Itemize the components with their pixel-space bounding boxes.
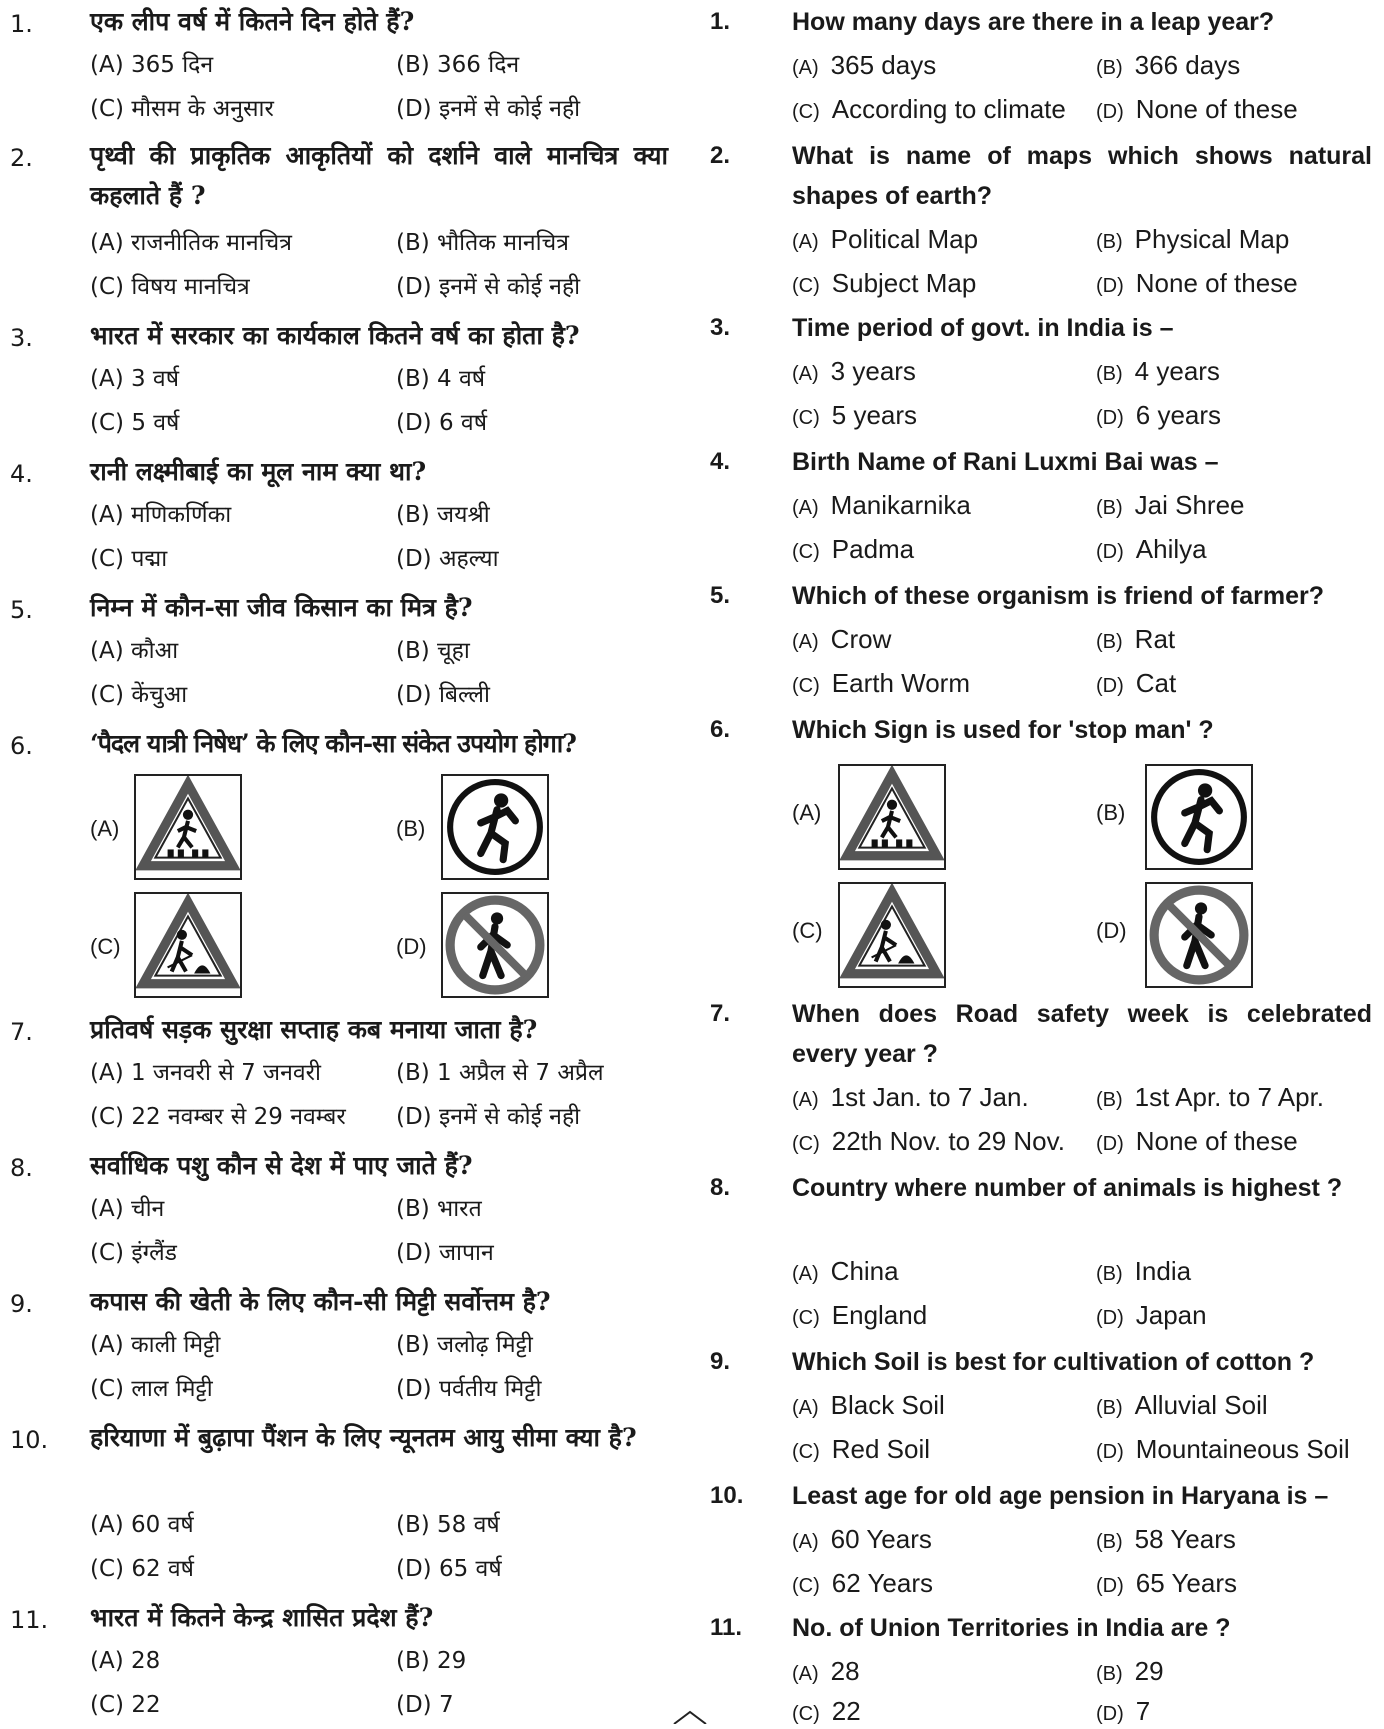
option-letter: (D) — [1096, 275, 1124, 297]
question-text: Which Sign is used for 'stop man' ? — [792, 716, 1214, 744]
option-letter: (D) — [1096, 675, 1124, 697]
pedestrian-crossing-icon — [134, 774, 242, 880]
question-text: Least age for old age pension in Haryana is – — [792, 1482, 1329, 1510]
option-letter: (A) — [792, 1263, 819, 1285]
option-a — [792, 1390, 945, 1423]
option-c: (C) लाल मिट्टी — [90, 1376, 213, 1402]
question-number: 2. — [710, 142, 731, 169]
option-letter: (C) — [792, 1703, 820, 1725]
option-c — [792, 1300, 927, 1333]
question-number: 10. — [10, 1426, 49, 1454]
option-b: (B) 4 वर्ष — [396, 366, 486, 392]
option-a — [792, 490, 971, 523]
option-c: (C) 22 — [90, 1692, 161, 1718]
no-pedestrians-icon — [441, 892, 549, 998]
option-text: Jai Shree — [1134, 490, 1245, 520]
question-number: 11. — [710, 1614, 743, 1641]
option-b: (B) — [396, 816, 426, 841]
option-text: None of these — [1135, 1126, 1298, 1156]
option-c — [792, 1568, 933, 1601]
option-d — [1096, 400, 1221, 433]
question-number: 8. — [10, 1154, 33, 1182]
option-letter: (A) — [792, 57, 819, 79]
option-letter: (A) — [792, 497, 819, 519]
question-text: What is name of maps which shows natural shapes of earth? — [792, 142, 1372, 210]
option-c: (C) 62 वर्ष — [90, 1556, 194, 1582]
option-text: Padma — [831, 534, 915, 564]
option-b: (B) भौतिक मानचित्र — [396, 230, 569, 256]
option-d: (D) 6 वर्ष — [396, 410, 487, 436]
option-text: England — [831, 1300, 928, 1330]
option-c — [792, 1126, 1065, 1159]
option-a — [792, 1082, 1029, 1115]
option-c — [792, 668, 970, 701]
option-letter: (B) — [1096, 631, 1123, 653]
option-letter: (A) — [792, 231, 819, 253]
option-b — [1096, 1256, 1191, 1289]
option-c: (C) 22 नवम्बर से 29 नवम्बर — [90, 1104, 346, 1130]
option-d — [1096, 534, 1207, 567]
option-text: Earth Worm — [831, 668, 970, 698]
option-d — [1096, 1568, 1237, 1601]
question-number: 7. — [10, 1018, 33, 1046]
option-b — [1096, 1390, 1268, 1423]
question-text: Which of these organism is friend of farmer? — [792, 582, 1325, 610]
option-text: Physical Map — [1134, 224, 1290, 254]
option-d: (D) इनमें से कोई नही — [396, 96, 581, 122]
question-number: 10. — [710, 1482, 744, 1509]
option-text: 5 years — [831, 400, 918, 430]
option-d — [1096, 94, 1298, 127]
option-c: (C) पद्मा — [90, 546, 168, 572]
question-text: कपास की खेती के लिए कौन-सी मिट्टी सर्वोत्तम है? — [90, 1287, 551, 1316]
question-number: 9. — [10, 1290, 33, 1318]
option-text: Mountaineous Soil — [1135, 1434, 1350, 1464]
option-b — [1096, 1524, 1236, 1557]
question-text: भारत में कितने केन्द्र शासित प्रदेश हैं? — [90, 1603, 434, 1632]
question-number: 6. — [710, 716, 731, 743]
page-corner-mark-icon — [672, 1708, 708, 1724]
option-letter: (B) — [1096, 497, 1123, 519]
option-letter: (A) — [792, 1089, 819, 1111]
option-text: None of these — [1135, 94, 1298, 124]
option-d — [1096, 1434, 1350, 1467]
option-c: (C) — [90, 934, 121, 959]
option-letter: (D) — [1096, 541, 1124, 563]
option-b: (B) चूहा — [396, 638, 470, 664]
question-number: 4. — [10, 460, 33, 488]
question-text: How many days are there in a leap year? — [792, 8, 1275, 36]
option-text: China — [830, 1256, 899, 1286]
option-d: (D) जापान — [396, 1240, 494, 1266]
option-letter: (A) — [792, 631, 819, 653]
option-letter: (D) — [1096, 1133, 1124, 1155]
option-b: (B) 58 वर्ष — [396, 1512, 500, 1538]
option-a: (A) राजनीतिक मानचित्र — [90, 230, 292, 256]
option-b: (B) जयश्री — [396, 502, 490, 528]
option-text: Red Soil — [831, 1434, 931, 1464]
option-d — [1096, 1300, 1207, 1333]
option-text: Political Map — [830, 224, 979, 254]
option-a: (A) कौआ — [90, 638, 179, 664]
option-a — [792, 50, 936, 83]
option-c — [792, 268, 976, 301]
option-d: (D) इनमें से कोई नही — [396, 274, 581, 300]
option-c: (C) 5 वर्ष — [90, 410, 180, 436]
option-text: 4 years — [1134, 356, 1220, 386]
option-b: (B) 29 — [396, 1648, 467, 1674]
option-letter: (B) — [1096, 1397, 1123, 1419]
option-b: (B) 1 अप्रैल से 7 अप्रैल — [396, 1060, 604, 1086]
no-pedestrians-icon — [1145, 882, 1253, 988]
option-text: 7 — [1135, 1696, 1151, 1726]
option-d — [1096, 1126, 1298, 1159]
question-number: 11. — [10, 1606, 49, 1634]
option-c — [792, 94, 1066, 127]
option-text: Subject Map — [831, 268, 977, 298]
option-letter: (C) — [792, 101, 820, 123]
option-d — [1096, 1696, 1150, 1729]
option-b — [1096, 50, 1240, 83]
option-b — [1096, 490, 1245, 523]
option-b — [1096, 1082, 1324, 1115]
option-letter: (A) — [792, 1663, 819, 1685]
option-a — [792, 1656, 860, 1689]
option-letter: (A) — [792, 1531, 819, 1553]
option-letter: (C) — [792, 1441, 820, 1463]
question-text: हरियाणा में बुढ़ापा पैंशन के लिए न्यूनतम आयु सीमा क्या है? — [90, 1423, 637, 1452]
men-at-work-icon — [134, 892, 242, 998]
question-text: प्रतिवर्ष सड़क सुरक्षा सप्ताह कब मनाया जाता है? — [90, 1015, 538, 1044]
option-text: Cat — [1135, 668, 1177, 698]
option-letter: (A) — [792, 363, 819, 385]
option-a — [792, 224, 978, 257]
option-text: Black Soil — [830, 1390, 945, 1420]
question-text: ‘पैदल यात्री निषेध’ के लिए कौन-सा संकेत उपयोग होगा? — [90, 729, 576, 758]
option-a: (A) 1 जनवरी से 7 जनवरी — [90, 1060, 322, 1086]
option-a: (A) — [90, 816, 120, 841]
option-letter: (D) — [1096, 1307, 1124, 1329]
option-text: 22 — [831, 1696, 861, 1726]
running-man-icon — [1145, 764, 1253, 870]
option-c: (C) केंचुआ — [90, 682, 188, 708]
option-letter: (C) — [792, 275, 820, 297]
option-text: 60 Years — [830, 1524, 932, 1554]
option-b — [1096, 624, 1175, 657]
option-text: 1st Jan. to 7 Jan. — [830, 1082, 1029, 1112]
option-text: 65 Years — [1135, 1568, 1237, 1598]
option-b: (B) — [1096, 800, 1126, 825]
option-b: (B) जलोढ़ मिट्टी — [396, 1332, 533, 1358]
option-b: (B) भारत — [396, 1196, 482, 1222]
option-c: (C) विषय मानचित्र — [90, 274, 250, 300]
option-text: 6 years — [1135, 400, 1222, 430]
option-d: (D) 65 वर्ष — [396, 1556, 502, 1582]
option-d: (D) बिल्ली — [396, 682, 490, 708]
option-d — [1096, 268, 1298, 301]
option-text: Ahilya — [1135, 534, 1207, 564]
option-a: (A) काली मिट्टी — [90, 1332, 221, 1358]
question-text: Country where number of animals is highest ? — [792, 1174, 1343, 1202]
running-man-icon — [441, 774, 549, 880]
option-letter: (A) — [792, 1397, 819, 1419]
question-text: Time period of govt. in India is – — [792, 314, 1174, 342]
option-letter: (B) — [1096, 1663, 1123, 1685]
pedestrian-crossing-icon — [838, 764, 946, 870]
option-d: (D) इनमें से कोई नही — [396, 1104, 581, 1130]
question-text: भारत में सरकार का कार्यकाल कितने वर्ष का होता है? — [90, 321, 580, 350]
option-b — [1096, 356, 1220, 389]
option-letter: (D) — [1096, 101, 1124, 123]
option-text: Alluvial Soil — [1134, 1390, 1268, 1420]
question-number: 1. — [710, 8, 731, 35]
question-text: सर्वाधिक पशु कौन से देश में पाए जाते हैं? — [90, 1151, 473, 1180]
option-letter: (B) — [1096, 1089, 1123, 1111]
option-c — [792, 400, 917, 433]
option-a — [792, 624, 891, 657]
question-text: When does Road safety week is celebrated every year ? — [792, 1000, 1372, 1068]
question-text: रानी लक्ष्मीबाई का मूल नाम क्या था? — [90, 457, 427, 486]
option-a: (A) 365 दिन — [90, 52, 214, 78]
option-d — [1096, 668, 1176, 701]
option-text: 366 days — [1134, 50, 1241, 80]
option-letter: (C) — [792, 407, 820, 429]
option-letter: (B) — [1096, 1531, 1123, 1553]
option-text: 29 — [1134, 1656, 1164, 1686]
option-a — [792, 356, 916, 389]
option-a — [792, 1256, 899, 1289]
question-text: Which Soil is best for cultivation of cotton ? — [792, 1348, 1315, 1376]
option-a: (A) चीन — [90, 1196, 165, 1222]
question-number: 4. — [710, 448, 731, 475]
option-text: Manikarnika — [830, 490, 971, 520]
option-letter: (C) — [792, 1307, 820, 1329]
option-text: 58 Years — [1134, 1524, 1236, 1554]
question-text: Birth Name of Rani Luxmi Bai was – — [792, 448, 1219, 476]
option-d: (D) पर्वतीय मिट्टी — [396, 1376, 542, 1402]
question-number: 5. — [710, 582, 731, 609]
option-letter: (C) — [792, 1575, 820, 1597]
men-at-work-icon — [838, 882, 946, 988]
option-c — [792, 534, 914, 567]
option-text: None of these — [1135, 268, 1298, 298]
option-a: (A) मणिकर्णिका — [90, 502, 232, 528]
option-text: According to climate — [831, 94, 1066, 124]
question-number: 6. — [10, 732, 33, 760]
option-letter: (C) — [792, 675, 820, 697]
option-letter: (C) — [792, 541, 820, 563]
option-c — [792, 1434, 930, 1467]
option-text: 22th Nov. to 29 Nov. — [831, 1126, 1065, 1156]
option-c: (C) इंग्लैंड — [90, 1240, 177, 1266]
option-d: (D) — [1096, 918, 1127, 943]
option-text: India — [1134, 1256, 1192, 1286]
option-a: (A) 60 वर्ष — [90, 1512, 194, 1538]
option-d: (D) अहल्या — [396, 546, 499, 572]
question-text: निम्न में कौन-सा जीव किसान का मित्र है? — [90, 593, 473, 622]
question-text: No. of Union Territories in India are ? — [792, 1614, 1231, 1642]
option-letter: (B) — [1096, 1263, 1123, 1285]
question-number: 5. — [10, 596, 33, 624]
option-letter: (D) — [1096, 1441, 1124, 1463]
option-a: (A) 28 — [90, 1648, 161, 1674]
option-text: 28 — [830, 1656, 860, 1686]
option-letter: (C) — [792, 1133, 820, 1155]
question-number: 3. — [710, 314, 731, 341]
option-letter: (B) — [1096, 363, 1123, 385]
option-b — [1096, 224, 1289, 257]
option-a: (A) — [792, 800, 822, 825]
option-a: (A) 3 वर्ष — [90, 366, 180, 392]
option-letter: (B) — [1096, 57, 1123, 79]
question-number: 2. — [10, 144, 33, 172]
question-number: 8. — [710, 1174, 731, 1201]
option-text: 365 days — [830, 50, 937, 80]
question-number: 7. — [710, 1000, 731, 1027]
option-text: 3 years — [830, 356, 916, 386]
question-number: 1. — [10, 10, 33, 38]
option-b: (B) 366 दिन — [396, 52, 520, 78]
option-b — [1096, 1656, 1164, 1689]
option-letter: (D) — [1096, 407, 1124, 429]
option-text: 1st Apr. to 7 Apr. — [1134, 1082, 1325, 1112]
option-text: 62 Years — [831, 1568, 933, 1598]
option-letter: (D) — [1096, 1575, 1124, 1597]
option-letter: (B) — [1096, 231, 1123, 253]
option-d: (D) 7 — [396, 1692, 454, 1718]
question-number: 3. — [10, 324, 33, 352]
option-c — [792, 1696, 861, 1729]
option-c: (C) — [792, 918, 823, 943]
option-text: Japan — [1135, 1300, 1207, 1330]
option-c: (C) मौसम के अनुसार — [90, 96, 274, 122]
option-text: Crow — [830, 624, 892, 654]
option-a — [792, 1524, 932, 1557]
option-letter: (D) — [1096, 1703, 1124, 1725]
question-text: एक लीप वर्ष में कितने दिन होते हैं? — [90, 7, 415, 36]
question-number: 9. — [710, 1348, 731, 1375]
option-text: Rat — [1134, 624, 1176, 654]
question-text: पृथ्वी की प्राकृतिक आकृतियों को दर्शाने वाले मानचित्र क्या कहलाते हैं ? — [90, 141, 668, 210]
option-d: (D) — [396, 934, 427, 959]
